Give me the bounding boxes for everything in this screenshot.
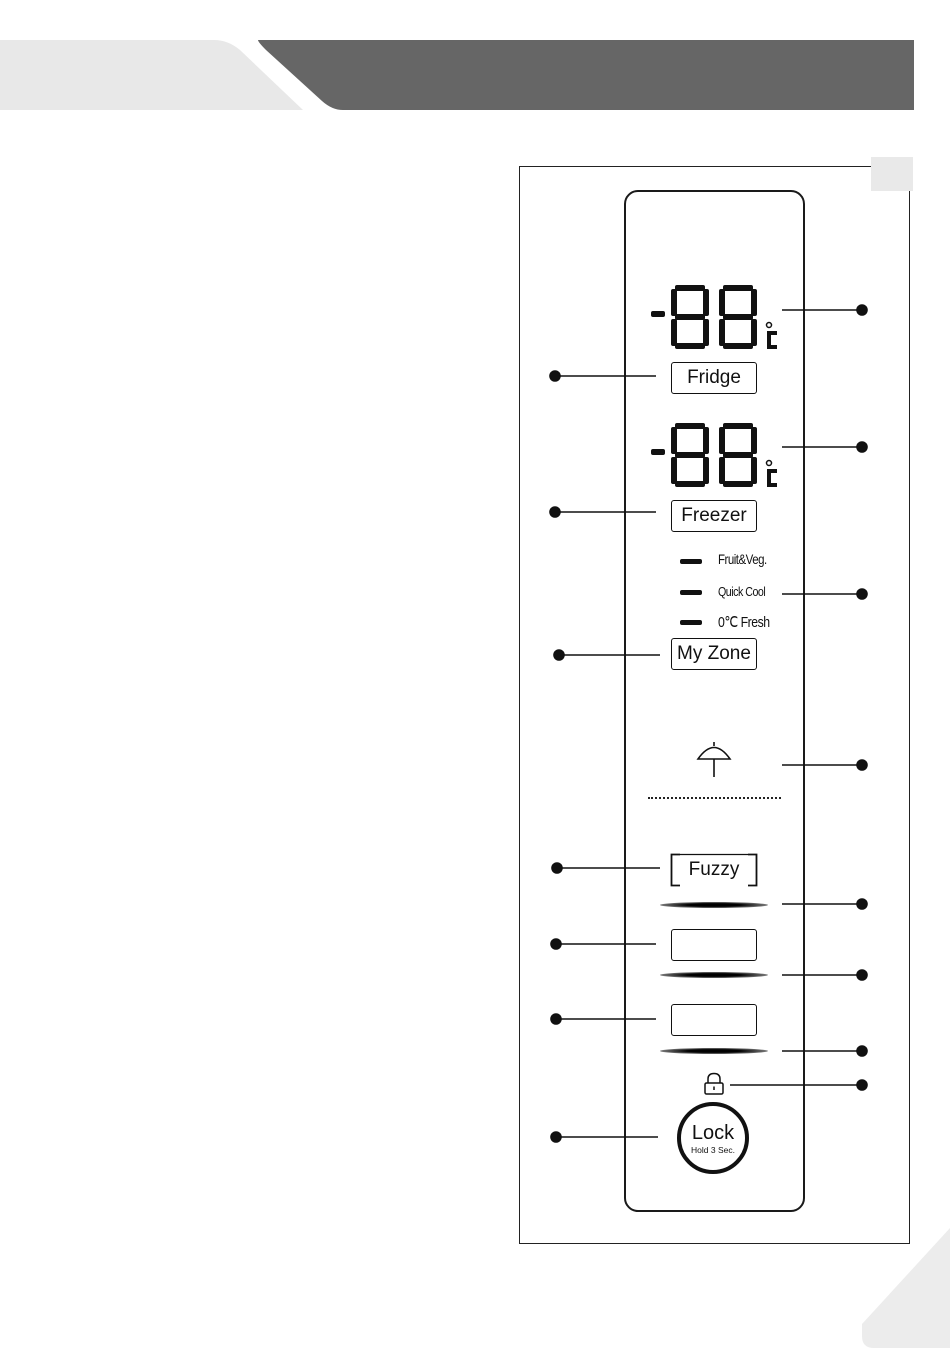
zero-fresh-label: 0℃ Fresh	[718, 614, 770, 631]
callout-fuzzy-button	[552, 863, 660, 873]
lock-button-label: Lock	[691, 1122, 735, 1144]
callout-my-zone-button	[554, 650, 660, 660]
callout-button-1-light	[782, 970, 867, 980]
callout-freezer-display	[782, 442, 867, 452]
fruit-veg-label: Fruit&Veg.	[718, 551, 767, 567]
callout-lock-button	[551, 1132, 658, 1142]
callout-button-2-light	[782, 1046, 867, 1056]
callout-padlock-icon	[730, 1080, 867, 1090]
callout-button-2	[551, 1014, 656, 1024]
quick-cool-label: Quick Cool	[718, 584, 766, 599]
callout-fuzzy-light	[782, 899, 867, 909]
callout-umbrella-icon	[782, 760, 867, 770]
my-zone-button-label: My Zone	[677, 643, 751, 664]
callout-button-1	[551, 939, 656, 949]
callout-fridge-display	[782, 305, 867, 315]
callout-my-zone-modes	[782, 589, 867, 599]
callout-fridge-button	[550, 371, 656, 381]
fuzzy-button-label: Fuzzy	[688, 859, 740, 880]
callout-freezer-button	[550, 507, 656, 517]
fridge-button-label: Fridge	[687, 367, 741, 388]
lock-button-hint: Hold 3 Sec.	[691, 1145, 735, 1155]
freezer-button-label: Freezer	[681, 505, 747, 526]
